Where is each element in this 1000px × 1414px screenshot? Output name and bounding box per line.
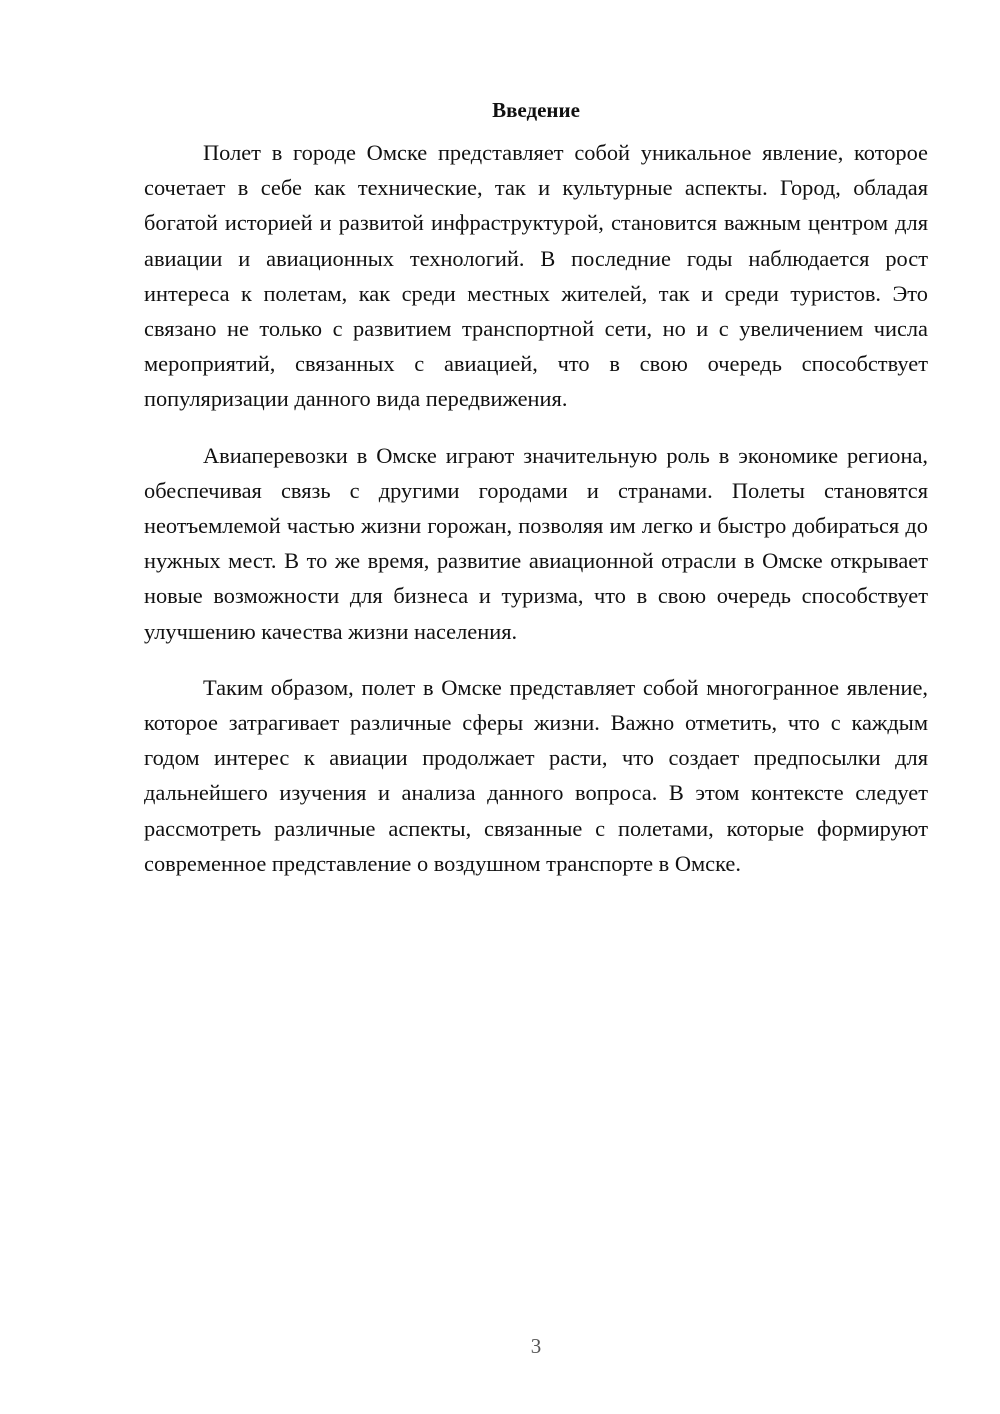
paragraph-3: Таким образом, полет в Омске представляет собой многогранное явление, которое затрагивает различные сферы жизни. Важно отметить, что с каждым годом интерес к авиации продолжает расти, что создает предпосылки для дальнейшего изучения и анализа данного вопроса. В этом контексте следует рассмотреть различные аспекты, связанные с полетами, которые формируют современное представление о воздушном транспорте в Омске. [144, 674, 928, 876]
paragraph-2: Авиаперевозки в Омске играют значительную роль в экономике региона, обеспечивая связь с другими городами и странами. Полеты становятся неотъемлемой частью жизни горожан, позволяя им легко и быстро добираться до нужных мест. В то же время, развитие авиационной отрасли в Омске открывает новые возможности для бизнеса и туризма, что в свою очередь способствует улучшению качества жизни населения. [144, 442, 928, 644]
paragraph-1: Полет в городе Омске представляет собой уникальное явление, которое сочетает в себе как технические, так и культурные аспекты. Город, обладая богатой историей и развитой инфраструктурой, становится важным центром для авиации и авиационных технологий. В последние годы наблюдается рост интереса к полетам, как среди местных жителей, так и среди туристов. Это связано не только с развитием транспортной сети, но и с увеличением числа мероприятий, связанных с авиацией, что в свою очередь способствует популяризации данного вида передвижения. [144, 140, 928, 412]
page-number: 3 [530, 1334, 542, 1358]
section-heading: Введение [492, 98, 580, 122]
page-content [144, 96, 928, 902]
